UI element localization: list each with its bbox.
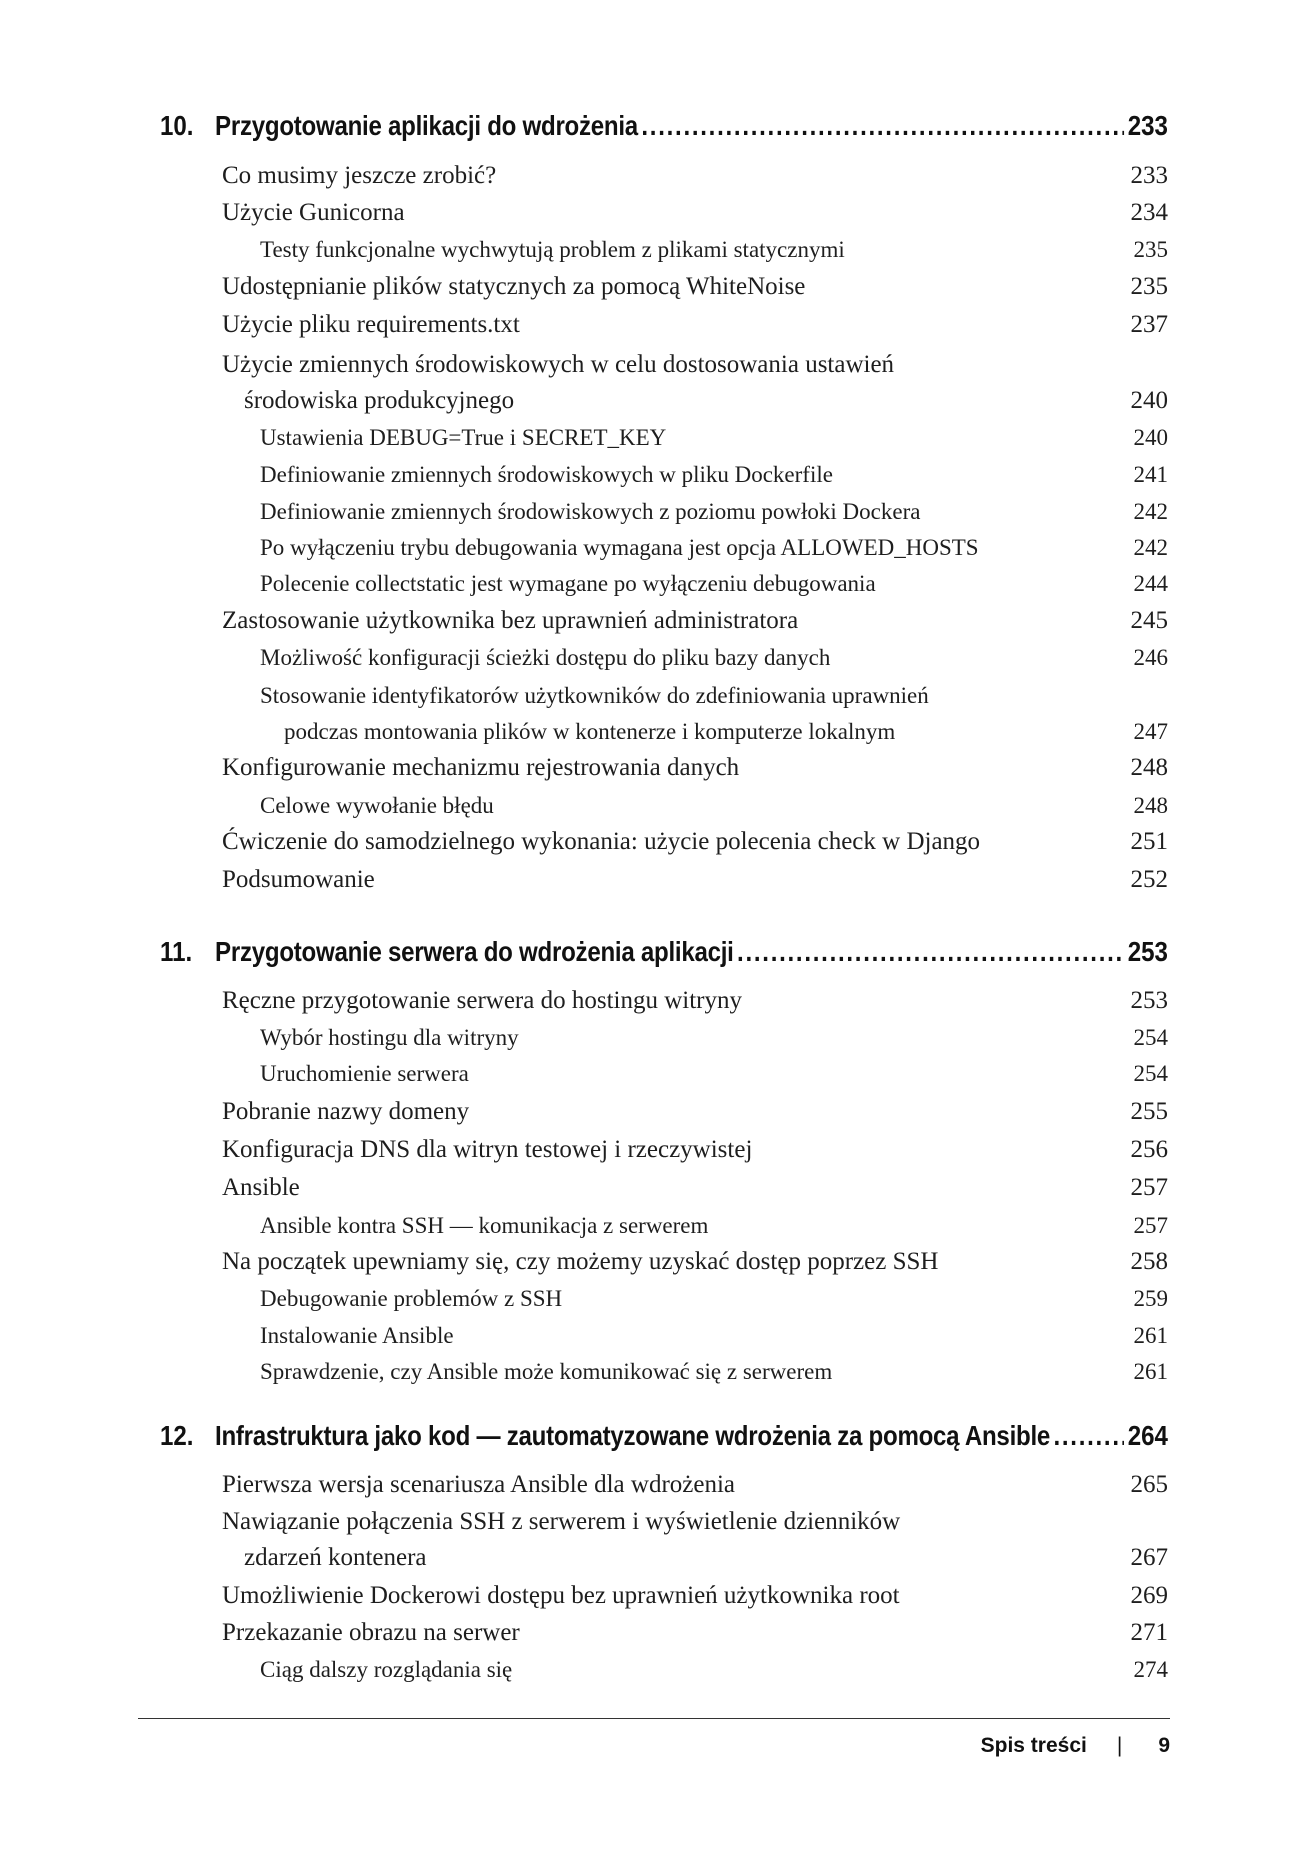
entry-title: Ansible xyxy=(222,1174,300,1201)
toc-subentry xyxy=(260,1022,1168,1054)
entry-page: 248 xyxy=(1130,754,1168,781)
entry-title: Testy funkcjonalne wychwytują problem z plikami statycznymi xyxy=(260,237,845,262)
entry-title: Konfiguracja DNS dla witryn testowej i rzeczywistej xyxy=(222,1136,753,1163)
toc-entry xyxy=(222,1469,1168,1501)
chapter-number: 12. xyxy=(160,1420,194,1451)
toc-entry xyxy=(222,271,1168,303)
entry-page: 242 xyxy=(1133,535,1168,560)
entry-title: Pobranie nazwy domeny xyxy=(222,1098,470,1125)
toc-entry xyxy=(222,1617,1168,1649)
entry-page: 254 xyxy=(1133,1061,1168,1086)
entry-page: 248 xyxy=(1133,793,1168,818)
footer-rule xyxy=(138,1718,1170,1719)
entry-title: Debugowanie problemów z SSH xyxy=(260,1286,563,1311)
chapter-page: 253 xyxy=(1127,936,1168,967)
dot-leader xyxy=(1053,1420,1124,1452)
entry-page: 252 xyxy=(1130,866,1168,893)
toc-entry-wrapped xyxy=(222,347,1168,419)
entry-page: 245 xyxy=(1130,607,1168,634)
chapter-page: 233 xyxy=(1127,110,1168,141)
toc-subentry xyxy=(260,1320,1168,1352)
entry-title: Udostępnianie plików statycznych za pomocą WhiteNoise xyxy=(222,273,806,300)
entry-page: 258 xyxy=(1130,1248,1168,1275)
toc-entry xyxy=(222,1096,1168,1128)
entry-page: 271 xyxy=(1130,1619,1168,1646)
entry-page: 255 xyxy=(1130,1098,1168,1125)
entry-page: 261 xyxy=(1133,1359,1168,1384)
entry-title: Użycie pliku requirements.txt xyxy=(222,311,520,338)
entry-title: Celowe wywołanie błędu xyxy=(260,793,494,818)
entry-page: 244 xyxy=(1133,571,1168,596)
entry-page: 269 xyxy=(1130,1582,1168,1609)
entry-title: Zastosowanie użytkownika bez uprawnień administratora xyxy=(222,607,799,634)
toc-entry xyxy=(222,1580,1168,1612)
entry-page: 253 xyxy=(1130,987,1168,1014)
toc-entry xyxy=(222,160,1168,192)
entry-page: 235 xyxy=(1130,273,1168,300)
dot-leader xyxy=(641,110,1124,142)
footer-section-label: Spis treści xyxy=(980,1734,1087,1757)
toc-entry xyxy=(222,985,1168,1017)
toc-subentry xyxy=(260,422,1168,454)
entry-title: Ciąg dalszy rozglądania się xyxy=(260,1657,513,1682)
entry-title: Instalowanie Ansible xyxy=(260,1323,454,1348)
entry-title-continuation: podczas montowania plików w kontenerze i komputerze lokalnym xyxy=(284,719,896,744)
entry-title: Sprawdzenie, czy Ansible może komunikować się z serwerem xyxy=(260,1359,833,1384)
chapter-page: 264 xyxy=(1127,1420,1168,1451)
entry-page: 261 xyxy=(1133,1323,1168,1348)
toc-subentry xyxy=(260,459,1168,491)
entry-title: Co musimy jeszcze zrobić? xyxy=(222,162,497,189)
toc-entry xyxy=(222,864,1168,896)
entry-title: Na początek upewniamy się, czy możemy uzyskać dostęp poprzez SSH xyxy=(222,1248,939,1275)
entry-page: 256 xyxy=(1130,1136,1168,1163)
toc-entry xyxy=(222,605,1168,637)
toc-subentry xyxy=(260,496,1168,528)
entry-page: 233 xyxy=(1130,162,1168,189)
toc-entry xyxy=(222,309,1168,341)
toc-subentry xyxy=(260,568,1168,600)
toc-subentry xyxy=(260,642,1168,674)
entry-title: Konfigurowanie mechanizmu rejestrowania danych xyxy=(222,754,740,781)
entry-title: Pierwsza wersja scenariusza Ansible dla wdrożenia xyxy=(222,1471,736,1498)
entry-title: Umożliwienie Dockerowi dostępu bez uprawnień użytkownika root xyxy=(222,1582,900,1609)
entry-page: 242 xyxy=(1133,499,1168,524)
entry-page: 257 xyxy=(1130,1174,1168,1201)
entry-page: 240 xyxy=(1133,425,1168,450)
entry-title: Ustawienia DEBUG=True i SECRET_KEY xyxy=(260,425,667,450)
entry-page: 257 xyxy=(1133,1213,1168,1238)
chapter-heading-10 xyxy=(160,98,1168,142)
entry-title: Przekazanie obrazu na serwer xyxy=(222,1619,520,1646)
toc-entry-wrapped xyxy=(222,1504,1168,1576)
entry-title: Nawiązanie połączenia SSH z serwerem i wyświetlenie dzienników xyxy=(222,1508,901,1535)
chapter-heading-12 xyxy=(160,1408,1168,1452)
entry-title: Ćwiczenie do samodzielnego wykonania: użycie polecenia check w Django xyxy=(222,828,981,855)
toc-subentry xyxy=(260,790,1168,822)
entry-page: 251 xyxy=(1130,828,1168,855)
entry-title: Uruchomienie serwera xyxy=(260,1061,469,1086)
entry-page: 235 xyxy=(1133,237,1168,262)
chapter-title: Przygotowanie aplikacji do wdrożenia xyxy=(215,110,638,141)
entry-title: Polecenie collectstatic jest wymagane po wyłączeniu debugowania xyxy=(260,571,876,596)
entry-title: Użycie zmiennych środowiskowych w celu dostosowania ustawień xyxy=(222,351,895,378)
toc-subentry xyxy=(260,1210,1168,1242)
entry-title: Możliwość konfiguracji ścieżki dostępu do pliku bazy danych xyxy=(260,645,831,670)
entry-title: Podsumowanie xyxy=(222,866,375,893)
toc-entry xyxy=(222,1134,1168,1166)
toc-entry xyxy=(222,1172,1168,1204)
entry-title: Ręczne przygotowanie serwera do hostingu witryny xyxy=(222,987,742,1014)
chapter-heading-11 xyxy=(160,924,1168,968)
footer-separator: | xyxy=(1116,1734,1123,1757)
entry-page: 241 xyxy=(1133,462,1168,487)
toc-subentry xyxy=(260,1654,1168,1686)
toc-entry xyxy=(222,752,1168,784)
page-footer xyxy=(981,1726,1170,1766)
entry-title: Definiowanie zmiennych środowiskowych z poziomu powłoki Dockera xyxy=(260,499,921,524)
toc-subentry xyxy=(260,532,1168,564)
entry-title: Po wyłączeniu trybu debugowania wymagana jest opcja ALLOWED_HOSTS xyxy=(260,535,979,560)
entry-title: Ansible kontra SSH — komunikacja z serwerem xyxy=(260,1213,709,1238)
entry-page: 259 xyxy=(1133,1286,1168,1311)
toc-subentry-wrapped xyxy=(260,678,1168,750)
entry-page: 267 xyxy=(1130,1544,1168,1571)
entry-title: Stosowanie identyfikatorów użytkowników do zdefiniowania uprawnień xyxy=(260,683,929,708)
toc-subentry xyxy=(260,1058,1168,1090)
entry-title: Wybór hostingu dla witryny xyxy=(260,1025,519,1050)
dot-leader xyxy=(737,936,1124,968)
entry-title-continuation: zdarzeń kontenera xyxy=(244,1544,427,1571)
entry-title: Użycie Gunicorna xyxy=(222,199,405,226)
chapter-number: 11. xyxy=(160,936,193,967)
entry-page: 265 xyxy=(1130,1471,1168,1498)
entry-page: 234 xyxy=(1130,199,1168,226)
entry-page: 240 xyxy=(1130,387,1168,414)
toc-entry xyxy=(222,826,1168,858)
footer-page-number: 9 xyxy=(1158,1734,1170,1757)
toc-subentry xyxy=(260,1283,1168,1315)
chapter-number: 10. xyxy=(160,110,194,141)
chapter-title: Infrastruktura jako kod — zautomatyzowane wdrożenia za pomocą Ansible xyxy=(215,1420,1051,1451)
entry-page: 247 xyxy=(1133,719,1168,744)
entry-page: 246 xyxy=(1133,645,1168,670)
entry-page: 237 xyxy=(1130,311,1168,338)
toc-entry xyxy=(222,1246,1168,1278)
entry-page: 274 xyxy=(1133,1657,1168,1682)
entry-title: Definiowanie zmiennych środowiskowych w pliku Dockerfile xyxy=(260,462,833,487)
entry-title-continuation: środowiska produkcyjnego xyxy=(244,387,515,414)
toc-entry xyxy=(222,197,1168,229)
toc-subentry xyxy=(260,234,1168,266)
toc-subentry xyxy=(260,1356,1168,1388)
chapter-title: Przygotowanie serwera do wdrożenia aplikacji xyxy=(215,936,734,967)
entry-page: 254 xyxy=(1133,1025,1168,1050)
